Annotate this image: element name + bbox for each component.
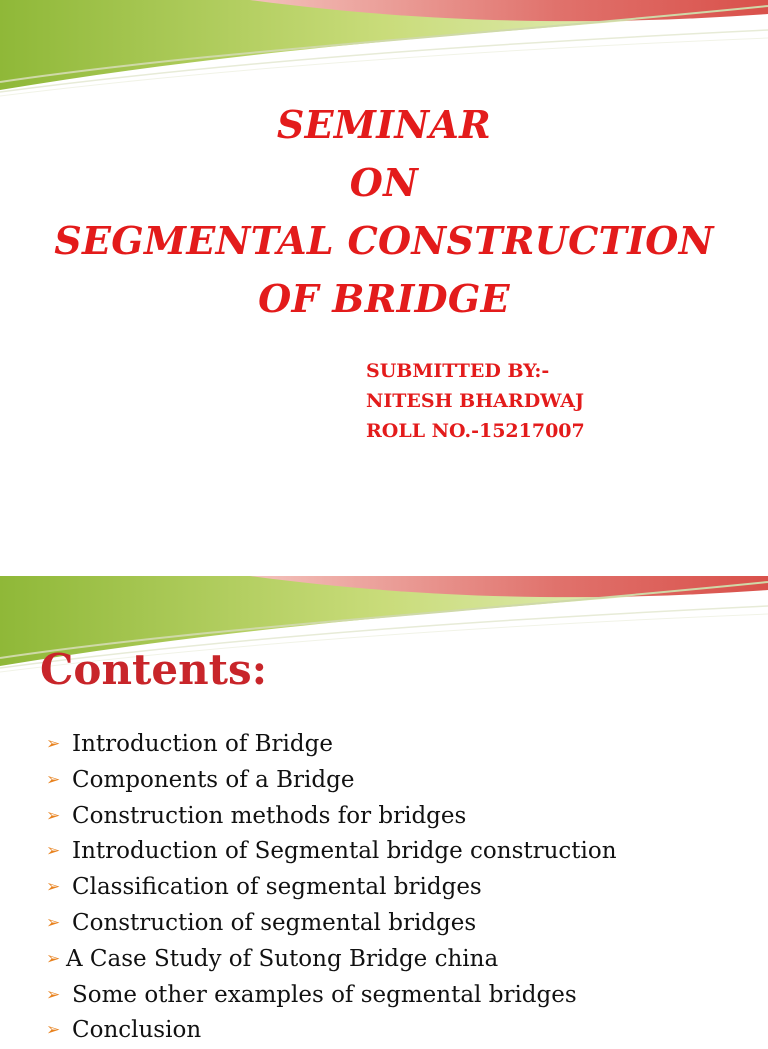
list-item (46, 799, 617, 835)
list-item-text: Construction methods for bridges (72, 802, 467, 829)
list-item-text: Conclusion (72, 1017, 202, 1044)
list-item-text: Components of a Bridge (72, 766, 355, 793)
contents-list (46, 727, 617, 1049)
list-item (46, 834, 617, 870)
list-item (46, 906, 617, 942)
arrow-bullet-icon: ➢ (46, 769, 61, 790)
submitted-by-block (366, 356, 585, 446)
contents-heading: Contents: (40, 645, 268, 694)
arrow-bullet-icon: ➢ (46, 948, 61, 969)
list-item-text: Some other examples of segmental bridges (72, 981, 577, 1008)
author-name: NITESH BHARDWAJ (366, 390, 585, 412)
header-wave-decoration (0, 0, 768, 96)
title-line: ON (349, 160, 419, 205)
title-line: SEGMENTAL CONSTRUCTION (54, 218, 714, 263)
list-item (46, 942, 617, 978)
contents-slide (0, 576, 768, 1044)
arrow-bullet-icon: ➢ (46, 984, 61, 1005)
arrow-bullet-icon: ➢ (46, 877, 61, 898)
arrow-bullet-icon: ➢ (46, 912, 61, 933)
submitted-label: SUBMITTED BY:- (366, 360, 550, 382)
list-item (46, 727, 617, 763)
list-item (46, 978, 617, 1014)
list-item-text: Construction of segmental bridges (72, 909, 477, 936)
list-item-text: A Case Study of Sutong Bridge china (66, 945, 499, 972)
arrow-bullet-icon: ➢ (46, 805, 61, 826)
list-item (46, 870, 617, 906)
arrow-bullet-icon: ➢ (46, 841, 61, 862)
list-item (46, 763, 617, 799)
list-item-text: Introduction of Bridge (72, 731, 333, 757)
roll-number: ROLL NO.-15217007 (366, 420, 585, 442)
list-item-text: Introduction of Segmental bridge construction (72, 838, 617, 865)
list-item-text: Classification of segmental bridges (72, 874, 482, 901)
slide-title (0, 96, 768, 328)
arrow-bullet-icon: ➢ (46, 1020, 61, 1041)
list-item (46, 1013, 617, 1049)
title-line: OF BRIDGE (258, 276, 510, 321)
arrow-bullet-icon: ➢ (46, 734, 61, 754)
title-line: SEMINAR (276, 102, 492, 147)
